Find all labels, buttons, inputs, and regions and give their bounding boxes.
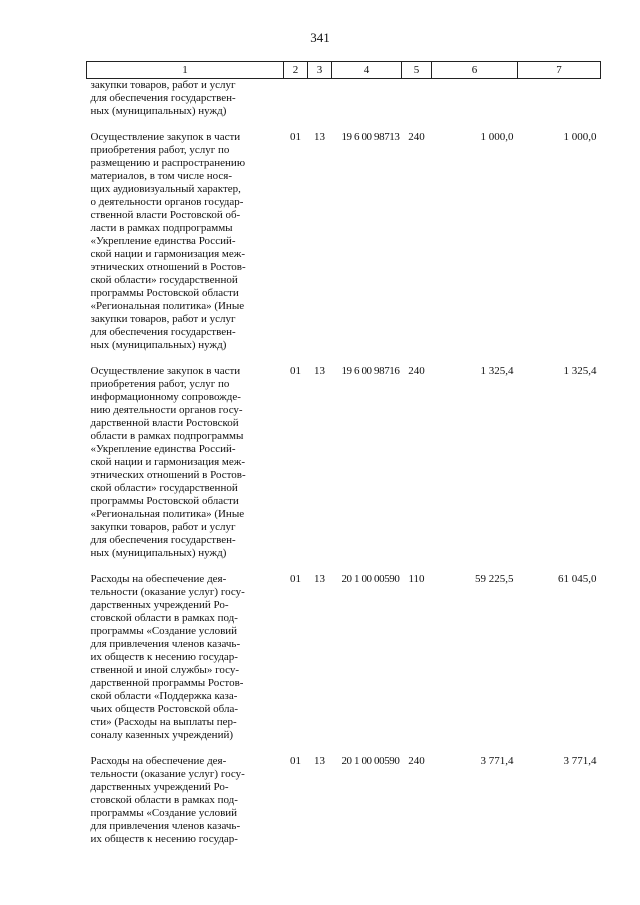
row-section-code: 01 <box>290 131 301 143</box>
row-section-code <box>284 79 308 119</box>
column-header: 2 <box>284 62 308 79</box>
row-expense-type: 240 <box>408 365 425 377</box>
row-amount-year2: 1 000,0 <box>563 131 597 143</box>
row-description: Осуществление закупок в части приобретения работ, услуг по информационному сопровожде- нию деятельности органов госу- дарственной власти Ростовской области в рамках подпрограммы «Укрепление единства Россий- ской нации и гармонизация меж- этнических отношений в Ростов- ской области» государственной программы Ростовской области «Региональная политика» (Иные закупки товаров, работ и услуг для обеспечения государствен- ных (муниципальных) нужд) <box>90 365 246 559</box>
column-header: 1 <box>87 62 284 79</box>
row-target-article: 19 6 00 98713 <box>341 131 400 143</box>
column-header: 7 <box>518 62 601 79</box>
row-expense-type: 110 <box>408 573 425 585</box>
row-subsection-code: 13 <box>314 573 325 585</box>
table-row <box>87 352 601 560</box>
row-description: Расходы на обеспечение дея- тельности (оказание услуг) госу- дарственных учреждений Ро- стовской области в рамках под- программы «Создание условий для привлечения членов казачь- их обществ к несению государ- <box>90 755 245 845</box>
column-header: 3 <box>308 62 332 79</box>
row-section-code: 01 <box>290 365 301 377</box>
row-expense-type <box>402 79 432 119</box>
row-amount-year1: 3 771,4 <box>480 755 514 767</box>
row-section-code: 01 <box>290 755 301 767</box>
table-header-row <box>87 62 601 79</box>
row-subsection-code: 13 <box>314 365 325 377</box>
row-amount-year2: 3 771,4 <box>563 755 597 767</box>
row-amount-year1: 1 000,0 <box>480 131 514 143</box>
table-row <box>87 560 601 742</box>
row-description: Расходы на обеспечение дея- тельности (оказание услуг) госу- дарственных учреждений Ро- стовской области в рамках под- программы «Создание условий для привлечения членов казачь- их обществ к несению государ- ственной и иной службы» госу- дарственной программы Ростов- ской области «Поддержка каза- чьих обществ Ростовской обла- сти» (Расходы на выплаты пер- соналу казенных учреждений) <box>90 573 245 741</box>
row-target-article: 20 1 00 00590 <box>341 573 400 585</box>
row-expense-type: 240 <box>408 131 425 143</box>
row-description: закупки товаров, работ и услуг для обеспечения государствен- ных (муниципальных) нужд) <box>90 79 236 117</box>
row-target-article: 20 1 00 00590 <box>341 755 400 767</box>
row-subsection-code <box>308 79 332 119</box>
page-number: 341 <box>310 30 330 45</box>
table-row <box>87 79 601 119</box>
row-amount-year1: 59 225,5 <box>475 573 514 585</box>
row-amount-year1: 1 325,4 <box>480 365 514 377</box>
row-expense-type: 240 <box>408 755 425 767</box>
row-amount-year1 <box>432 79 518 119</box>
row-section-code: 01 <box>290 573 301 585</box>
budget-table <box>86 61 601 846</box>
row-subsection-code: 13 <box>314 755 325 767</box>
column-header: 5 <box>402 62 432 79</box>
row-description: Осуществление закупок в части приобретения работ, услуг по размещению и распространению материалов, в том числе нося- щих аудиовизуальный характер, о деятельности органов государ- ственной власти Ростовской об- ласти в рамках подпрограммы «Укрепление единства Россий- ской нации и гармонизация меж- этнических отношений в Ростов- ской области» государственной программы Ростовской области «Региональная политика» (Иные закупки товаров, работ и услуг для обеспечения государствен- ных (муниципальных) нужд) <box>90 131 246 351</box>
row-amount-year2 <box>518 79 601 119</box>
table-row <box>87 118 601 352</box>
column-header: 4 <box>332 62 402 79</box>
row-amount-year2: 1 325,4 <box>563 365 597 377</box>
column-header: 6 <box>432 62 518 79</box>
row-target-article: 19 6 00 98716 <box>341 365 400 377</box>
table-row <box>87 742 601 846</box>
row-subsection-code: 13 <box>314 131 325 143</box>
row-target-article <box>332 79 402 119</box>
row-amount-year2: 61 045,0 <box>558 573 597 585</box>
